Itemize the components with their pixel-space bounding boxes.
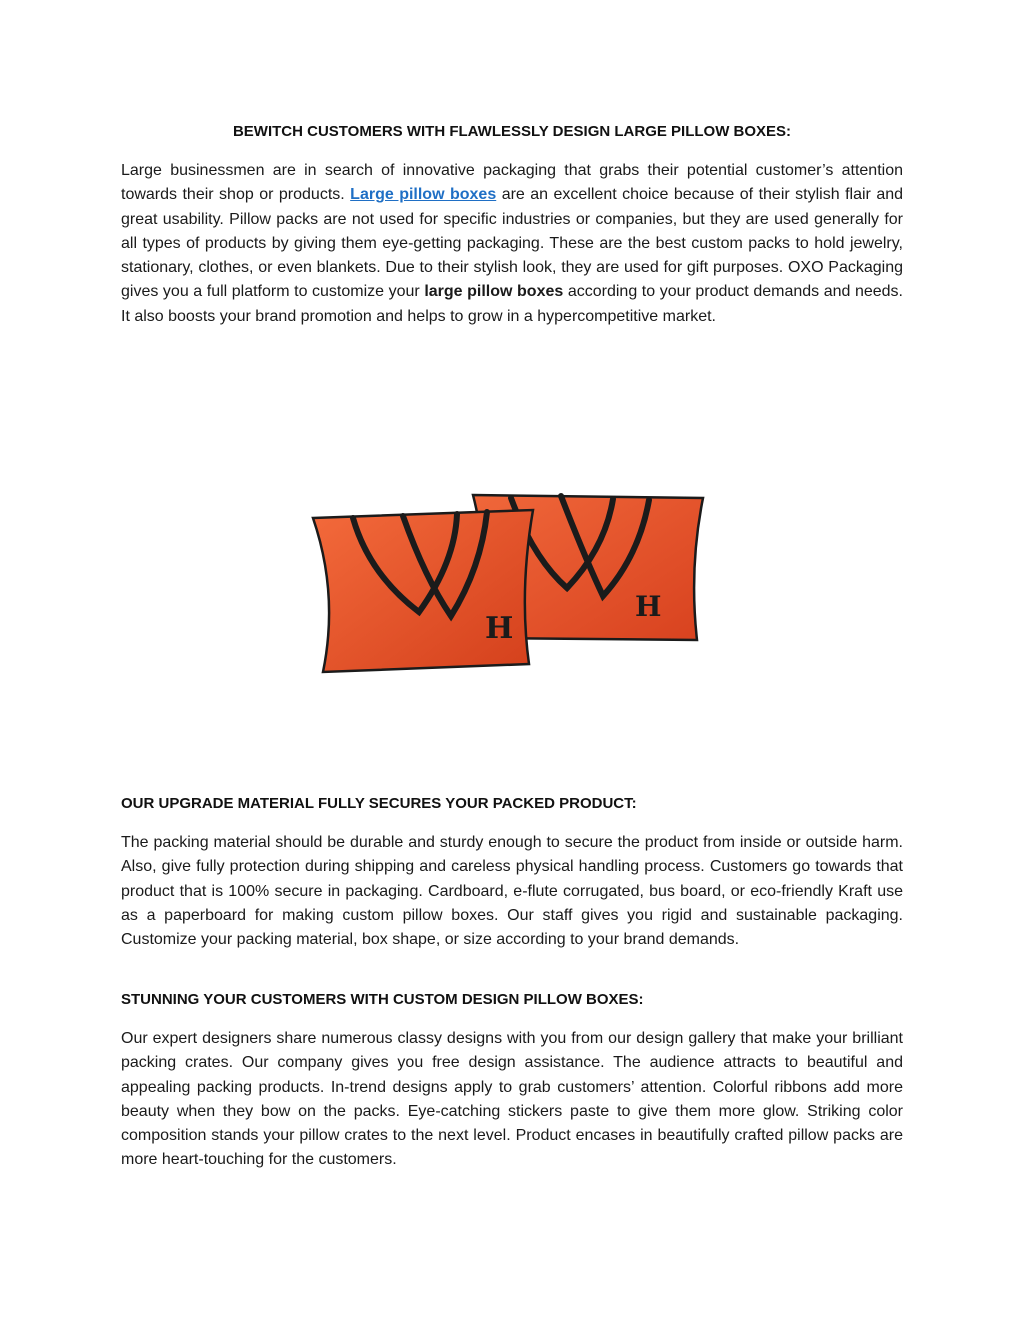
front-pillow-box [313,510,533,672]
section-material [121,794,903,952]
section-heading-bewitch: BEWITCH CUSTOMERS WITH FLAWLESSLY DESIGN LARGE PILLOW BOXES: [232,123,792,140]
pillow-boxes-image [305,488,710,680]
material-paragraph: The packing material should be durable and sturdy enough to secure the product from inside or outside harm. Also, give fully protection during shipping and careless physical handling process. Customers go towards that product that is 100% secure in packaging. Cardboard, e-flute corrugated, bus board, or eco-friendly Kraft use as a paperboard for making custom pillow boxes. Our staff gives you rigid and sustainable packaging. Customize your packing material, box shape, or size according to your brand demands. [121,834,903,949]
intro-text-a: Large businessmen are in search of innovative packaging that grabs their potential customer’s attention towards their shop or products. [121,162,903,204]
intro-text-b: are an excellent choice because of their stylish flair and great usability. Pillow packs are not used for specific industries or companies, but they are used generally for all types of products by giving them eye-getting packaging. These are the best custom packs to hold jewelry, stationary, clothes, or even blankets. Due to their stylish look, they are used for gift purposes. OXO Packaging gives you a full platform to customize your [121,186,904,301]
intro-bold-keyword: large pillow boxes [424,283,564,301]
section-heading-material: OUR UPGRADE MATERIAL FULLY SECURES YOUR PACKED PRODUCT: [121,795,637,812]
orange-pillow-boxes-illustration [305,488,710,680]
front-box-logo: H [485,611,514,646]
design-paragraph: Our expert designers share numerous classy designs with you from our design gallery that make your brilliant packing crates. Our company gives you free design assistance. The audience attracts to beautiful and appealing packing products. In-trend designs apply to grab customers’ attention. Colorful ribbons add more beauty when they bow on the packs. Eye-catching stickers paste to give them more glow. Striking color composition stands your pillow crates to the next level. Product encases in beautifully crafted pillow packs are more heart-touching for the customers. [121,1030,903,1169]
section-heading-design: STUNNING YOUR CUSTOMERS WITH CUSTOM DESIGN PILLOW BOXES: [121,991,644,1008]
section-design [121,990,903,1173]
back-box-logo: H [635,590,662,623]
section-intro [121,122,903,329]
intro-text-c: according to your product demands and needs. It also boosts your brand promotion and helps to grow in a hypercompetitive market. [121,283,904,325]
intro-paragraph [121,159,903,329]
large-pillow-boxes-link[interactable]: Large pillow boxes [350,186,497,204]
